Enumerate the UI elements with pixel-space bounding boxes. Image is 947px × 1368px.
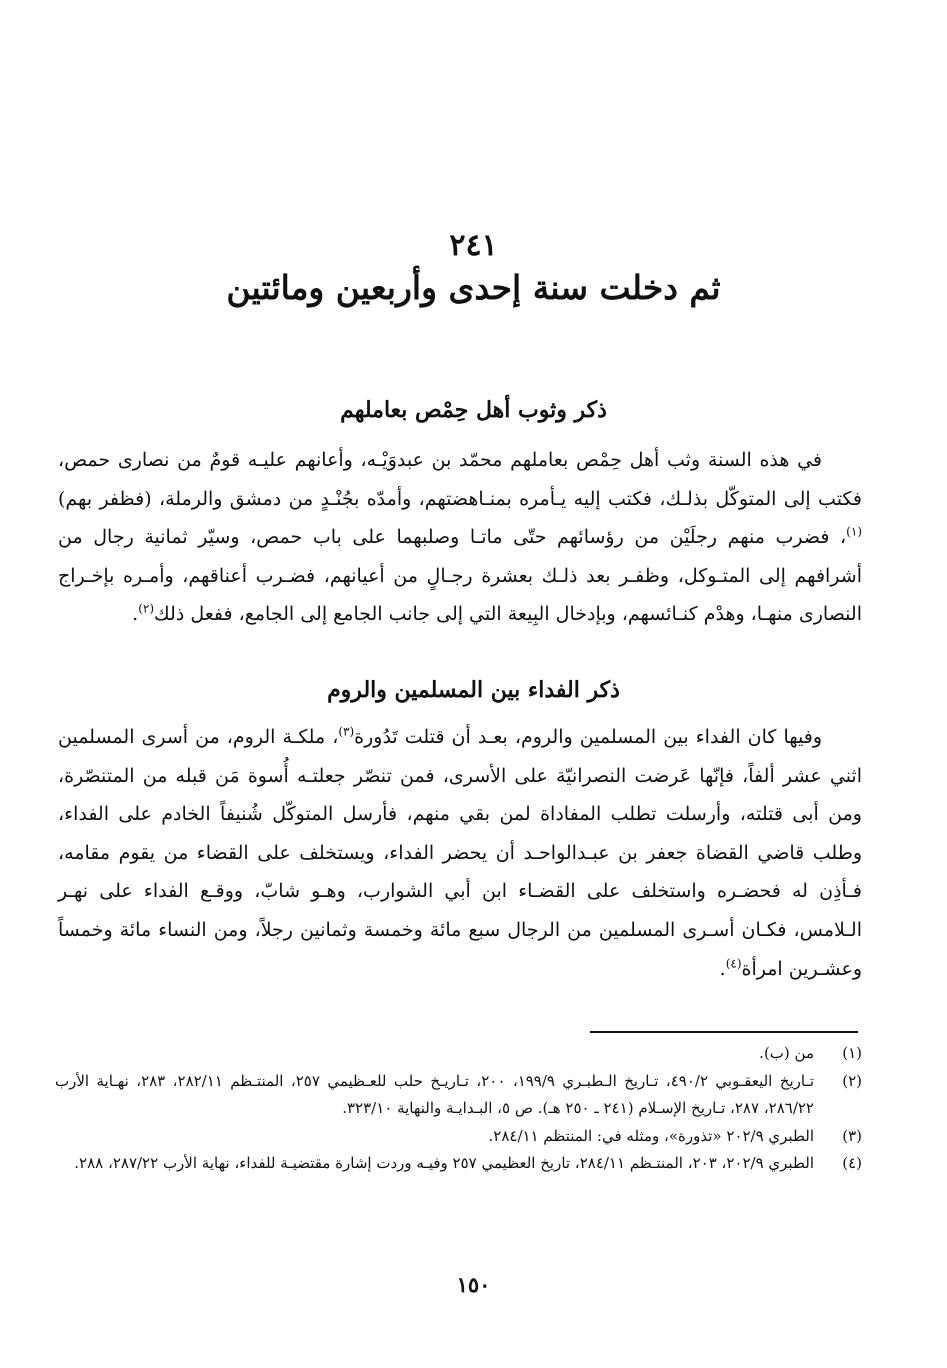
page-number: ١٥٠ [456,1272,491,1297]
paragraph-hims-revolt [58,441,862,634]
footnote [55,1150,862,1178]
footnote-ref: (١) [846,524,862,539]
footnote-ref: (٤) [725,956,742,971]
footnotes [55,1040,862,1178]
text-run: ، فضرب منهم رجلَيْن من رؤسائهم حتّى ماتـا وصلبهما على باب حمص، وسيّر ثمانية رجال من أشرافهم إلى المتـوكل، وظفـر بعد ذلـك بعشرة رجـالٍ من أعيانهم، فضـرب أعناقهم، وأمـره بإخـراج النصارى منهـا، وهدْم كنـائسهم، وبإدخال البِيعة التي إلى جانب الجامع إلى الجامع، ففعل ذلك [58,526,862,626]
year-number: ٢٤١ [449,228,498,263]
text-run: وفيها كان الفداء بين المسلمين والروم، بعـد أن قتلت تَدُورة [354,726,822,748]
section-heading-hims-revolt: ذكر وثوب أهل حِمْص بعاملهم [340,397,607,423]
footnote-number: (١) [842,1044,862,1062]
text-run: . [132,603,139,626]
footnote [55,1040,862,1068]
paragraph-text [58,441,862,634]
footnote-number: (٢) [842,1071,862,1090]
footnote [55,1068,862,1123]
text-run: ، ملكـة الروم، من أسرى المسلمين اثني عشر ألفاً، فإنّها عَرضت النصرانيّة على الأسرى، فمن تنصّر جعلتـه أُسوة مَن قبله من المتنصّرة، ومن أبى قتلته، وأرسلت تطلب المفاداة لمن بقي منهم، فأرسل المتوكّل شُنيفاً الخادم على الفداء، وطلب قاضي القضاة جعفر بن عبـدالواحـد أن يحضر الفداء، ويستخلف على القضاء من يقوم مقامه، فـأذِن له فحضـره واستخلف على القضـاء ابن أبي الشوارب، وهـو شابّ، ووقـع الفداء على نهـر الـلامس، فكـان أسـرى المسلمين من الرجال سبع مائة وخمسة وثمانين رجلاً، ومن النساء مائة وخمساً وعشـرين امرأة [58,726,862,980]
chapter-title: ثم دخلت سنة إحدى وأربعين ومائتين [226,268,721,307]
text-run: في هذه السنة وثب أهل حِمْص بعاملهم محمّد بن عبدوَيْـه، وأعانهم عليـه قومٌ من نصارى حمص، فكتب إلى المتوكّل بذلـك، فكتب إليه يـأمره بمنـاهضتهم، وأمدّه بجُنْـدٍ من دمشق والرملة، (فظفر بهم) [58,449,862,510]
footnote-number: (٣) [842,1126,862,1145]
footnote-number: (٤) [842,1154,862,1172]
paragraph-ransom [58,718,862,988]
paragraph-text [58,718,862,988]
text-run: . [719,957,726,980]
footnote-text: من (ب). [759,1044,814,1062]
footnote [55,1123,862,1151]
footnote-text: الطبري ٢٠٢/٩ «تذورة»، ومثله في: المنتظم ٢٨٤/١١. [488,1126,814,1145]
footnote-ref: (٢) [138,602,155,617]
section-heading-ransom: ذكر الفداء بين المسلمين والروم [327,677,620,703]
footnote-ref: (٣) [338,724,355,739]
footnote-separator [590,1031,858,1033]
footnote-text: تـاريخ اليعقـوبي ٤٩٠/٢، تـاريخ الـطبـري ١٩٩/٩، ٢٠٠، تـاريـخ حلب للعـظيمي ٢٥٧، المنتـظم ٢٨٢/١١، ٢٨٣، نهـاية الأرب ٢٨٦/٢٢، ٢٨٧، تـاريخ الإسـلام (٢٤١ ـ ٢٥٠ هـ). ص ٥، البـدايـة والنهاية ٣٢٣/١٠. [55,1071,815,1117]
footnote-text: الطبري ٢٠٢/٩، ٢٠٣، المنتـظم ٢٨٤/١١، تاريخ العظيمي ٢٥٧ وفيـه وردت إشارة مقتضيـة للفداء، نهاية الأرب ٢٨٧/٢٢، ٢٨٨. [74,1154,814,1172]
